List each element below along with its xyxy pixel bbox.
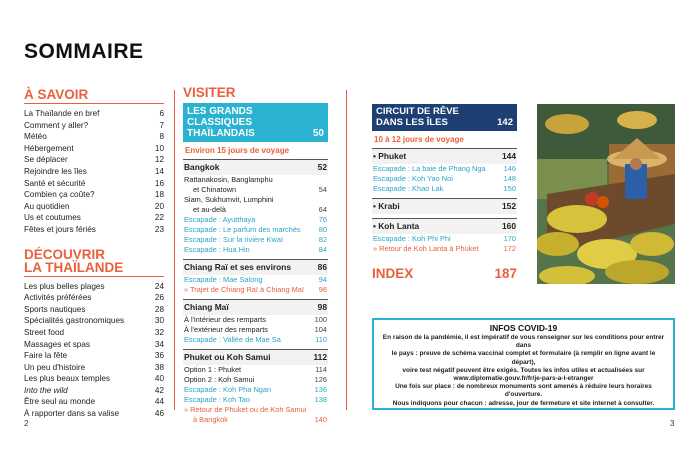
escapade-item[interactable]: Escapade : Koh Tao 138	[184, 395, 327, 404]
index-page: 187	[494, 266, 517, 281]
circuit-box-page: 142	[497, 116, 513, 128]
group-chiang-mai	[183, 299, 328, 345]
list-item[interactable]: Siam, Sukhumvit, Lumphini	[184, 195, 274, 204]
toc-item[interactable]	[24, 315, 164, 327]
page-number-right: 3	[670, 419, 675, 428]
visiter-box-line1: LES GRANDS CLASSIQUES	[187, 106, 253, 128]
toc-item-page: 30	[154, 316, 164, 326]
toc-item-page: 6	[159, 109, 164, 118]
transfer-item[interactable]: » Retour de Koh Lanta à Phuket 172	[373, 244, 516, 253]
toc-column-a-savoir	[24, 88, 164, 420]
floating-market-illustration	[537, 104, 675, 284]
toc-item[interactable]	[24, 120, 164, 132]
floating-market-photo	[537, 104, 675, 284]
index-label: INDEX	[372, 266, 414, 281]
section-heading-decouvrir-line2: LA THAÏLANDE	[24, 259, 124, 275]
toc-item-page: 12	[154, 155, 164, 165]
visiter-duration: Environ 15 jours de voyage	[185, 146, 290, 155]
group-krabi	[372, 198, 517, 214]
group-title-phuket-samui[interactable]: Phuket ou Koh Samui 112	[183, 350, 328, 365]
toc-item-page: 26	[154, 293, 164, 303]
a-savoir-list	[24, 108, 164, 236]
group-koh-lanta	[372, 218, 517, 254]
escapade-item[interactable]: Escapade : Sur la rivière Kwaï 82	[184, 235, 327, 244]
toc-item[interactable]	[24, 212, 164, 224]
toc-item-label: Comment y aller?	[24, 120, 89, 130]
toc-item-label: Un peu d'histoire	[24, 362, 86, 372]
toc-item[interactable]	[24, 339, 164, 351]
section-heading-a-savoir: À SAVOIR	[24, 87, 89, 102]
toc-item-page: 8	[159, 132, 164, 142]
toc-item[interactable]	[24, 131, 164, 143]
toc-item-page: 16	[154, 178, 164, 188]
toc-item[interactable]	[24, 143, 164, 155]
visiter-box[interactable]	[183, 103, 328, 142]
page-number-left: 2	[24, 419, 29, 428]
toc-item-label: Les plus belles plages	[24, 281, 105, 291]
toc-item-label: Sports nautiques	[24, 304, 86, 314]
group-title-koh-lanta[interactable]: • Koh Lanta 160	[372, 219, 517, 234]
toc-item-page: 28	[154, 304, 164, 314]
circuit-box-line1: CIRCUIT DE RÊVE	[376, 106, 459, 117]
covid-info-box	[372, 318, 675, 410]
list-item[interactable]: Rattanakosin, Banglamphu	[184, 175, 273, 184]
toc-item[interactable]	[24, 362, 164, 374]
group-phuket-samui	[183, 349, 328, 425]
toc-item[interactable]	[24, 373, 164, 385]
covid-line: voire test négatif peuvent être exigés. Toutes les infos utiles et actualisées sur	[402, 366, 645, 374]
toc-item-page: 24	[154, 281, 164, 291]
group-phuket	[372, 148, 517, 194]
escapade-item[interactable]: Escapade : Le parfum des marchés 80	[184, 225, 327, 234]
toc-item-label: Météo	[24, 132, 47, 142]
covid-text	[380, 334, 667, 408]
circuit-duration: 10 à 12 jours de voyage	[374, 135, 464, 144]
list-item[interactable]: et au-delà 64	[193, 205, 327, 214]
transfer-item[interactable]: à Bangkok 140	[193, 415, 327, 424]
toc-item-label: Activités préférées	[24, 293, 92, 303]
escapade-item[interactable]: Escapade : Hua Hin 84	[184, 245, 327, 254]
toc-item[interactable]	[24, 166, 164, 178]
decouvrir-list	[24, 281, 164, 420]
toc-item-page: 42	[154, 385, 164, 395]
group-title-chiang-rai[interactable]: Chiang Raï et ses environs 86	[183, 260, 328, 275]
column-divider	[346, 90, 347, 410]
toc-item-label: La Thaïlande en bref	[24, 109, 100, 118]
escapade-item[interactable]: Escapade : La baie de Phang Nga 146	[373, 164, 516, 173]
toc-item-label: Combien ça coûte?	[24, 190, 95, 200]
toc-item-page: 10	[154, 143, 164, 153]
toc-item[interactable]	[24, 281, 164, 293]
toc-item-page: 20	[154, 201, 164, 211]
toc-item-label: Rejoindre les îles	[24, 166, 87, 176]
list-item[interactable]: Option 2 : Koh Samui 126	[184, 375, 327, 384]
divider	[24, 276, 164, 277]
toc-item-label: Les plus beaux temples	[24, 374, 111, 384]
toc-item-page: 34	[154, 339, 164, 349]
toc-item[interactable]	[24, 108, 164, 120]
toc-item[interactable]	[24, 292, 164, 304]
toc-item-label: Au quotidien	[24, 201, 70, 211]
section-decouvrir	[24, 248, 164, 420]
toc-item[interactable]	[24, 304, 164, 316]
group-title-phuket[interactable]: • Phuket 144	[372, 149, 517, 164]
toc-item-page: 44	[154, 397, 164, 407]
toc-item-label: Fêtes et jours fériés	[24, 224, 96, 234]
toc-item-label: Faire la fête	[24, 351, 68, 361]
list-item[interactable]: À l'extérieur des remparts 104	[184, 325, 327, 334]
toc-item-page: 22	[154, 213, 164, 223]
list-item[interactable]: À l'intérieur des remparts 100	[184, 315, 327, 324]
group-title-chiang-mai[interactable]: Chiang Maï 98	[183, 300, 328, 315]
index-link[interactable]	[372, 266, 517, 281]
toc-item[interactable]	[24, 408, 164, 420]
toc-item[interactable]	[24, 178, 164, 190]
group-title-krabi[interactable]: • Krabi 152	[372, 199, 517, 214]
escapade-item[interactable]: Escapade : Mae Salong 94	[184, 275, 327, 284]
section-heading-decouvrir-line1: DÉCOUVRIR	[24, 246, 106, 262]
circuit-box-line2: DANS LES ÎLES	[376, 116, 448, 128]
covid-line: En raison de la pandémie, il est impératif de vous renseigner sur les conditions pour entrer dans	[382, 334, 665, 350]
transfer-item[interactable]: » Trajet de Chiang Raï à Chiang Maï 96	[184, 285, 327, 294]
escapade-item[interactable]: Escapade : Koh Pha Ngan 136	[184, 385, 327, 394]
toc-column-circuit	[372, 104, 517, 281]
toc-item-label: Se déplacer	[24, 155, 68, 165]
divider	[24, 103, 164, 104]
circuit-box[interactable]	[372, 104, 517, 131]
toc-item[interactable]	[24, 224, 164, 236]
toc-item[interactable]	[24, 154, 164, 166]
section-heading-visiter: VISITER	[183, 85, 236, 100]
column-divider	[174, 90, 175, 410]
visiter-box-page: 50	[312, 128, 324, 139]
toc-item-label: Street food	[24, 327, 65, 337]
covid-line: Une fois sur place : de nombreux monuments sont amenés à réduire leurs horaires d'ouverture.	[395, 383, 652, 399]
group-title-bangkok[interactable]: Bangkok 52	[183, 160, 328, 175]
covid-line: le pays : preuve de schéma vaccinal complet et formulaire (à remplir en ligne avant le départ),	[391, 350, 656, 366]
toc-item-label: Us et coutumes	[24, 213, 81, 223]
escapade-item[interactable]: Escapade : Vallée de Mae Sa 110	[184, 335, 327, 344]
toc-item[interactable]	[24, 327, 164, 339]
toc-item-page: 14	[154, 166, 164, 176]
toc-item-page: 23	[154, 224, 164, 234]
toc-item-page: 46	[154, 409, 164, 419]
page-title: SOMMAIRE	[24, 40, 144, 63]
toc-item[interactable]	[24, 396, 164, 408]
toc-item-label: Spécialités gastronomiques	[24, 316, 125, 326]
covid-link[interactable]: www.diplomatie.gouv.fr/fr/je-pars-a-l-etranger	[453, 375, 594, 383]
toc-item-label: Santé et sécurité	[24, 178, 86, 188]
transfer-item[interactable]: » Retour de Phuket ou de Koh Samui	[184, 405, 307, 414]
escapade-item[interactable]: Escapade : Koh Phi Phi 170	[373, 234, 516, 243]
toc-item-label: Massages et spas	[24, 339, 90, 349]
toc-item-page: 7	[159, 120, 164, 130]
list-item[interactable]: et Chinatown 54	[193, 185, 327, 194]
toc-item-label: Hébergement	[24, 143, 74, 153]
toc-item-page: 38	[154, 362, 164, 372]
toc-item-page: 18	[154, 190, 164, 200]
covid-line: Nous indiquons pour chacun : adresse, jour de fermeture et site internet à consulter.	[392, 399, 655, 407]
toc-item-label: Être seul au monde	[24, 397, 96, 407]
toc-item[interactable]	[24, 201, 164, 213]
group-bangkok	[183, 159, 328, 255]
toc-column-visiter	[183, 86, 328, 425]
escapade-item[interactable]: Escapade : Khao Lak 150	[373, 184, 516, 193]
toc-item-label: À rapporter dans sa valise	[24, 409, 120, 419]
toc-item-label: Into the wild	[24, 385, 68, 395]
covid-title: INFOS COVID-19	[489, 323, 558, 333]
escapade-item[interactable]: Escapade : Ayutthaya 76	[184, 215, 327, 224]
toc-item-page: 32	[154, 327, 164, 337]
toc-item-page: 40	[154, 374, 164, 384]
escapade-item[interactable]: Escapade : Koh Yao Noi 148	[373, 174, 516, 183]
toc-item[interactable]	[24, 385, 164, 397]
toc-item-page: 36	[154, 351, 164, 361]
toc-item[interactable]	[24, 189, 164, 201]
list-item[interactable]: Option 1 : Phuket 114	[184, 365, 327, 374]
visiter-box-line2: THAÏLANDAIS	[187, 128, 255, 139]
toc-item[interactable]	[24, 350, 164, 362]
group-chiang-rai	[183, 259, 328, 295]
